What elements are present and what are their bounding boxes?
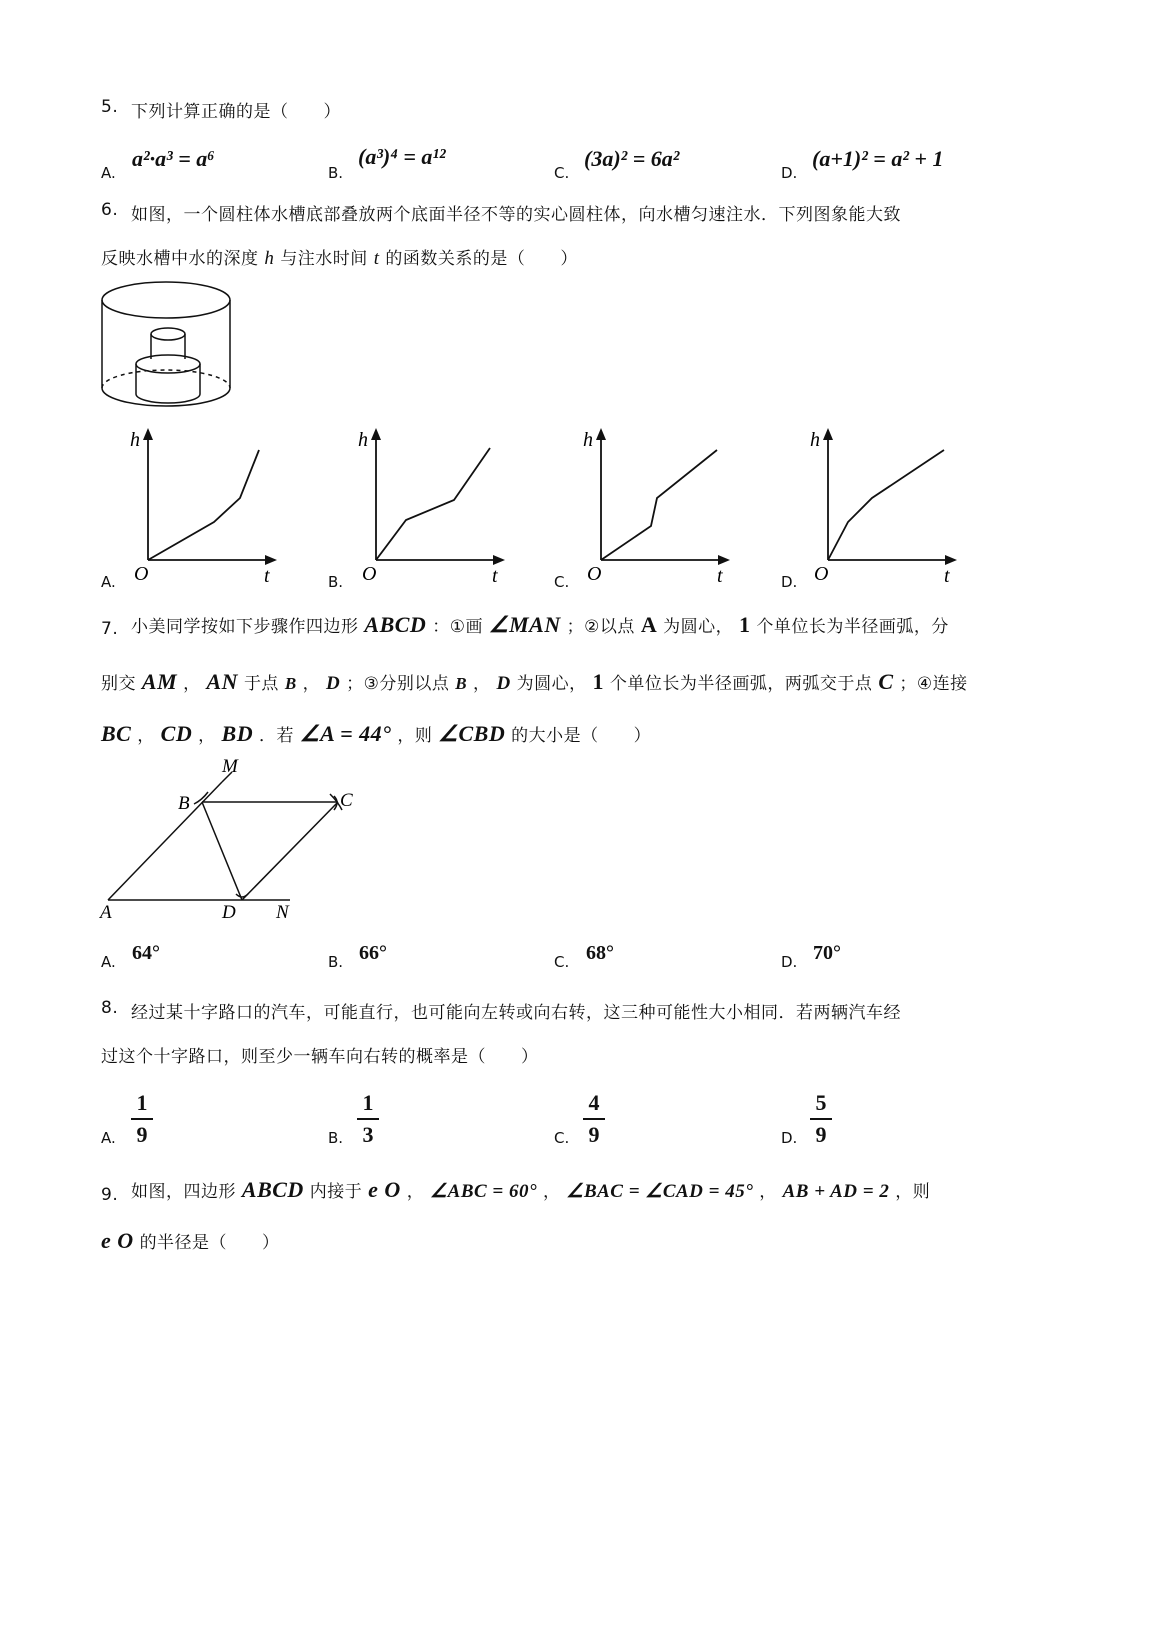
q7-label-n: N: [276, 902, 289, 923]
q5-option-d-letter: D.: [781, 164, 798, 182]
q7-abcd: ABCD: [364, 612, 427, 637]
q9-circle-o-2: e O: [101, 1228, 134, 1253]
q7-point-b: B: [284, 674, 297, 693]
q6-graph-a-letter: A.: [101, 573, 116, 591]
q5-stem: 下列计算正确的是（ ）: [131, 102, 341, 122]
q7-one-2: 1: [592, 669, 604, 694]
q6-graph-d-plot: [802, 420, 962, 590]
q7-line-2f: ；④连接: [899, 674, 968, 694]
q7-line-2c: ；③分别以点: [346, 674, 450, 694]
q5-option-c-letter: C.: [554, 164, 570, 182]
q9-line-1: [131, 1177, 930, 1203]
q9-line-1c: ，则: [895, 1182, 931, 1202]
q6-graph-d-letter: D.: [781, 573, 798, 591]
q7-option-c-letter: C.: [554, 953, 570, 971]
q6-line-2b: 与注水时间: [280, 249, 368, 269]
q6-graph-c-letter: C.: [554, 573, 570, 591]
q9-sep-3: ，: [759, 1182, 777, 1202]
q6-graph-c-origin: O: [587, 563, 602, 585]
q6-graph-b-plot: [350, 420, 510, 590]
q7-point-d-2: D: [496, 673, 511, 694]
q7-line-3a: ．若: [259, 726, 295, 746]
q8-option-c-fraction: [583, 1090, 605, 1148]
q7-line-1: [131, 612, 949, 638]
q8-option-a-num: 1: [136, 1090, 148, 1115]
q8-number: 8.: [101, 998, 119, 1018]
q9-line-2-text: 的半径是（ ）: [139, 1233, 280, 1253]
q6-line-2: [101, 244, 578, 270]
q7-option-a-letter: A.: [101, 953, 116, 971]
q7-line-1d: 为圆心，: [663, 617, 734, 637]
q7-point-b-2: B: [455, 674, 468, 693]
q7-bc: BC: [101, 721, 132, 746]
q7-option-a-value: 64°: [132, 942, 160, 964]
q7-am: AM: [141, 669, 178, 694]
q5-number: 5.: [101, 97, 119, 117]
q7-comma-2: ，: [302, 674, 321, 694]
q7-point-a: A: [640, 612, 658, 637]
q9-circle-o: e O: [368, 1177, 401, 1202]
q6-line-2c: 的函数关系的是（ ）: [385, 249, 578, 269]
q6-graph-a-h-label: h: [130, 429, 140, 451]
q9-sep-1: ，: [406, 1182, 425, 1202]
q6-number: 6.: [101, 200, 119, 220]
q6-graph-b-origin: O: [362, 563, 377, 585]
q7-comma-1: ，: [183, 674, 201, 694]
q7-comma-3: ，: [473, 674, 491, 694]
q9-line-2: [101, 1228, 280, 1254]
q7-line-1e: 个单位长为半径画弧，分: [756, 617, 949, 637]
q8-option-d-num: 5: [815, 1090, 827, 1115]
q6-line-1: 如图，一个圆柱体水槽底部叠放两个底面半径不等的实心圆柱体，向水槽匀速注水．下列图象能大致: [131, 205, 901, 225]
q8-option-c-num: 4: [588, 1090, 600, 1115]
q6-line-2a: 反映水槽中水的深度: [101, 249, 259, 269]
q7-line-1b: ：①画: [432, 617, 483, 637]
q7-sep-2: ，: [198, 726, 216, 746]
q5-option-a-expr: a²·a³ = a⁶: [132, 146, 215, 171]
q7-line-3: [101, 721, 651, 747]
q7-option-d-letter: D.: [781, 953, 798, 971]
q8-option-d-den: 9: [815, 1122, 827, 1147]
q7-label-d: D: [222, 902, 236, 923]
q7-line-1a: 小美同学按如下步骤作四边形: [131, 617, 359, 637]
q8-option-c-den: 9: [588, 1122, 600, 1147]
q7-line-2b: 于点: [243, 674, 279, 694]
q9-line-1b: 内接于: [309, 1182, 363, 1202]
q8-option-a-den: 9: [136, 1122, 148, 1147]
q7-label-a: A: [100, 902, 112, 923]
q7-bd: BD: [221, 721, 254, 746]
q9-cond-1: ∠ABC = 60°: [430, 1181, 538, 1202]
q9-cond-3: AB + AD = 2: [782, 1181, 890, 1202]
q6-var-t: t: [373, 248, 380, 269]
q7-line-2d: 为圆心，: [516, 674, 587, 694]
q6-graph-c-h-label: h: [583, 429, 593, 451]
q8-option-b-letter: B.: [328, 1129, 344, 1147]
q7-cd: CD: [160, 721, 193, 746]
q7-sep-1: ，: [137, 726, 155, 746]
q7-line-2e: 个单位长为半径画弧，两弧交于点: [609, 674, 873, 694]
q7-label-c: C: [340, 790, 353, 811]
q7-line-3b: ，则: [397, 726, 433, 746]
q9-abcd: ABCD: [241, 1177, 304, 1202]
q7-angle-a: ∠A = 44°: [299, 721, 392, 746]
q7-one-1: 1: [739, 612, 751, 637]
q6-graph-b-h-label: h: [358, 429, 368, 451]
q7-point-d: D: [326, 673, 341, 694]
q7-construction-figure: [98, 752, 368, 927]
q8-line-1: 经过某十字路口的汽车，可能直行，也可能向左转或向右转，这三种可能性大小相同．若两辆汽车经: [131, 1003, 901, 1023]
q5-option-b-letter: B.: [328, 164, 344, 182]
q5-option-a-letter: A.: [101, 164, 116, 182]
q7-point-c: C: [878, 669, 894, 694]
q8-line-2: 过这个十字路口，则至少一辆车向右转的概率是（ ）: [101, 1047, 539, 1067]
q6-var-h: h: [264, 248, 275, 269]
q7-label-m: M: [222, 756, 238, 777]
q8-option-b-den: 3: [362, 1122, 374, 1147]
q8-option-a-letter: A.: [101, 1129, 116, 1147]
q7-angle-man: ∠MAN: [488, 612, 561, 637]
q7-an: AN: [206, 669, 239, 694]
q6-graph-d-origin: O: [814, 563, 829, 585]
q5-option-c-expr: (3a)² = 6a²: [584, 146, 680, 171]
q6-graph-a-origin: O: [134, 563, 149, 585]
q6-graph-c-t-label: t: [717, 565, 723, 587]
q8-option-b-num: 1: [362, 1090, 374, 1115]
q7-number: 7.: [101, 619, 119, 639]
q5-option-b-expr: (a³)⁴ = a¹²: [358, 144, 446, 169]
q7-label-b: B: [178, 793, 190, 814]
q9-cond-2: ∠BAC = ∠CAD = 45°: [566, 1181, 754, 1202]
q6-graph-c-plot: [575, 420, 735, 590]
q9-line-1a: 如图，四边形: [131, 1182, 236, 1202]
q8-option-b-fraction: [357, 1090, 379, 1148]
q8-option-d-fraction: [810, 1090, 832, 1148]
q9-number: 9.: [101, 1185, 119, 1205]
q6-graph-b-t-label: t: [492, 565, 498, 587]
q6-graph-b-letter: B.: [328, 573, 344, 591]
q7-option-c-value: 68°: [586, 942, 614, 964]
q6-graph-a-t-label: t: [264, 565, 270, 587]
q6-graph-d-t-label: t: [944, 565, 950, 587]
q6-graph-d-h-label: h: [810, 429, 820, 451]
q7-option-d-value: 70°: [813, 942, 841, 964]
q6-tank-figure: [98, 278, 238, 414]
q9-sep-2: ，: [543, 1182, 561, 1202]
q5-option-d-expr: (a+1)² = a² + 1: [812, 146, 944, 171]
q7-line-3c: 的大小是（ ）: [511, 726, 652, 746]
q7-line-1c: ；②以点: [566, 617, 635, 637]
q8-option-c-letter: C.: [554, 1129, 570, 1147]
q7-line-2a: 别交: [101, 674, 136, 694]
q8-option-d-letter: D.: [781, 1129, 798, 1147]
q7-angle-cbd: ∠CBD: [438, 721, 506, 746]
q7-option-b-letter: B.: [328, 953, 344, 971]
q6-graph-a-plot: [122, 420, 282, 590]
q7-line-2: [101, 669, 968, 695]
q7-option-b-value: 66°: [359, 942, 387, 964]
q8-option-a-fraction: [131, 1090, 153, 1148]
